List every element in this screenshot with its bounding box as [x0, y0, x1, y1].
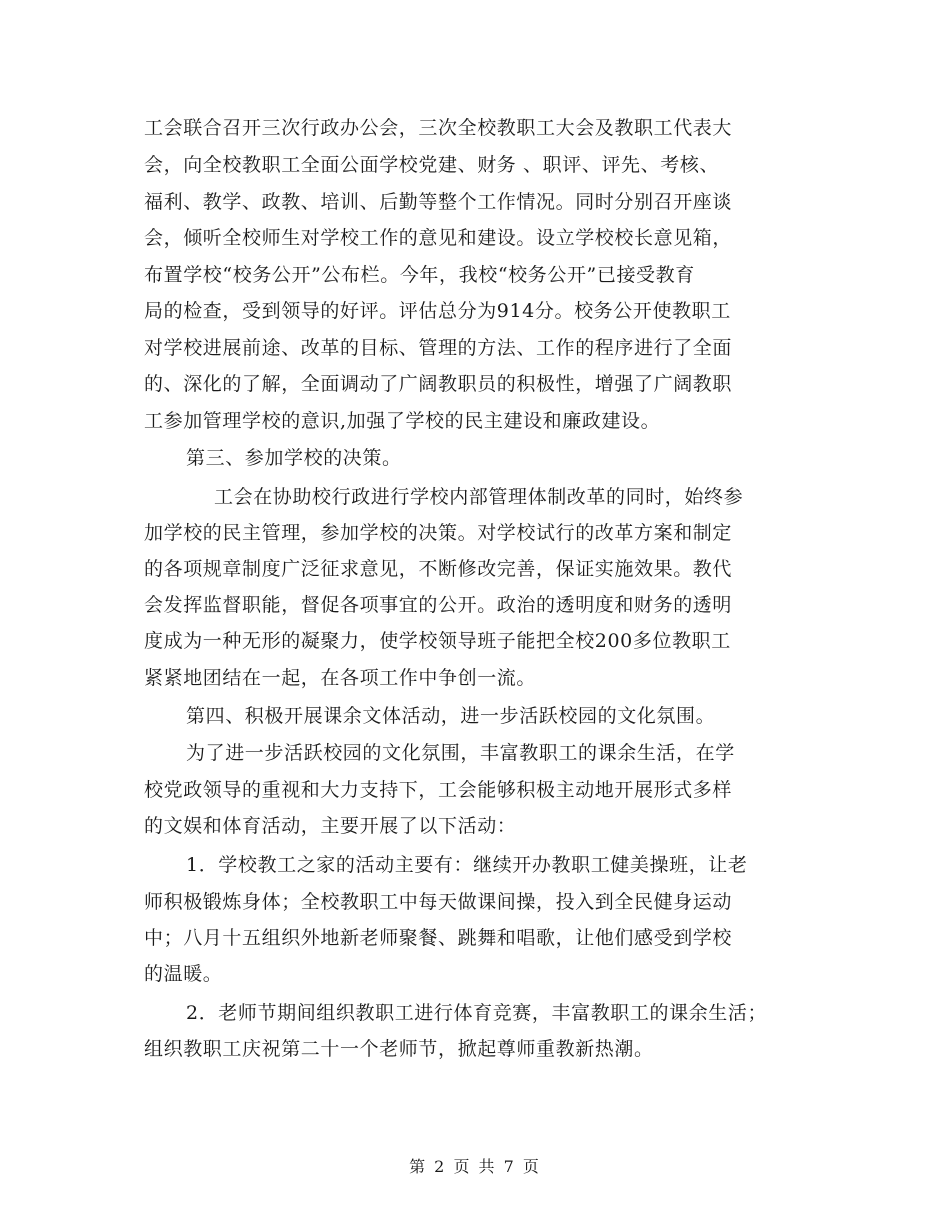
text-line: 局的检查，受到领导的好评。评估总分为914分。校务公开使教职工: [144, 300, 731, 322]
text-line: 为了进一步活跃校园的文化氛围，丰富教职工的课余生活，在学: [186, 742, 735, 764]
text-line: 的文娱和体育活动，主要开展了以下活动：: [144, 815, 517, 837]
list-item: 2．老师节期间组织教职工进行体育竞赛，丰富教职工的课余生活；: [186, 1002, 768, 1024]
section-heading: 第四、积极开展课余文体活动，进一步活跃校园的文化氛围。: [186, 705, 716, 727]
section-heading: 第三、参加学校的决策。: [186, 447, 402, 469]
page-number: 第 2 页 共 7 页: [409, 1157, 541, 1176]
list-item: 1．学校教工之家的活动主要有：继续开办教职工健美操班，让老: [186, 854, 748, 876]
text-line: 度成为一种无形的凝聚力，使学校领导班子能把全校200多位教职工: [144, 630, 731, 652]
text-line: 组织教职工庆祝第二十一个老师节，掀起尊师重教新热潮。: [144, 1038, 654, 1060]
text-line: 会，倾听全校师生对学校工作的意见和建设。设立学校校长意见箱，: [144, 227, 733, 249]
text-line: 的各项规章制度广泛征求意见，不断修改完善，保证实施效果。教代: [144, 558, 733, 580]
text-line: 校党政领导的重视和大力支持下，工会能够积极主动地开展形式多样: [144, 779, 733, 801]
text-line: 福利、教学、政教、培训、后勤等整个工作情况。同时分别召开座谈: [144, 191, 733, 213]
text-line: 加学校的民主管理，参加学校的决策。对学校试行的改革方案和制定: [144, 522, 733, 544]
text-line: 师积极锻炼身体；全校教职工中每天做课间操，投入到全民健身运动: [144, 891, 733, 913]
text-line: 会，向全校教职工全面公面学校党建、财务 、职评、评先、考核、: [144, 154, 720, 176]
text-line: 紧紧地团结在一起，在各项工作中争创一流。: [144, 667, 537, 689]
text-line: 布置学校“校务公开”公布栏。今年，我校“校务公开”已接受教育: [144, 264, 695, 286]
text-line: 的、深化的了解，全面调动了广阔教职员的积极性，增强了广阔教职: [144, 373, 733, 395]
text-line: 工参加管理学校的意识,加强了学校的民主建设和廉政建设。: [144, 410, 661, 432]
text-line: 的温暖。: [144, 963, 223, 985]
text-line: 中；八月十五组织外地新老师聚餐、跳舞和唱歌，让他们感受到学校: [144, 927, 733, 949]
text-line: 会发挥监督职能，督促各项事宜的公开。政治的透明度和财务的透明: [144, 594, 733, 616]
text-line: 工会在协助校行政进行学校内部管理体制改革的同时，始终参: [214, 486, 744, 508]
text-line: 对学校进展前途、改革的目标、管理的方法、工作的程序进行了全面: [144, 337, 733, 359]
text-line: 工会联合召开三次行政办公会，三次全校教职工大会及教职工代表大: [144, 117, 733, 139]
